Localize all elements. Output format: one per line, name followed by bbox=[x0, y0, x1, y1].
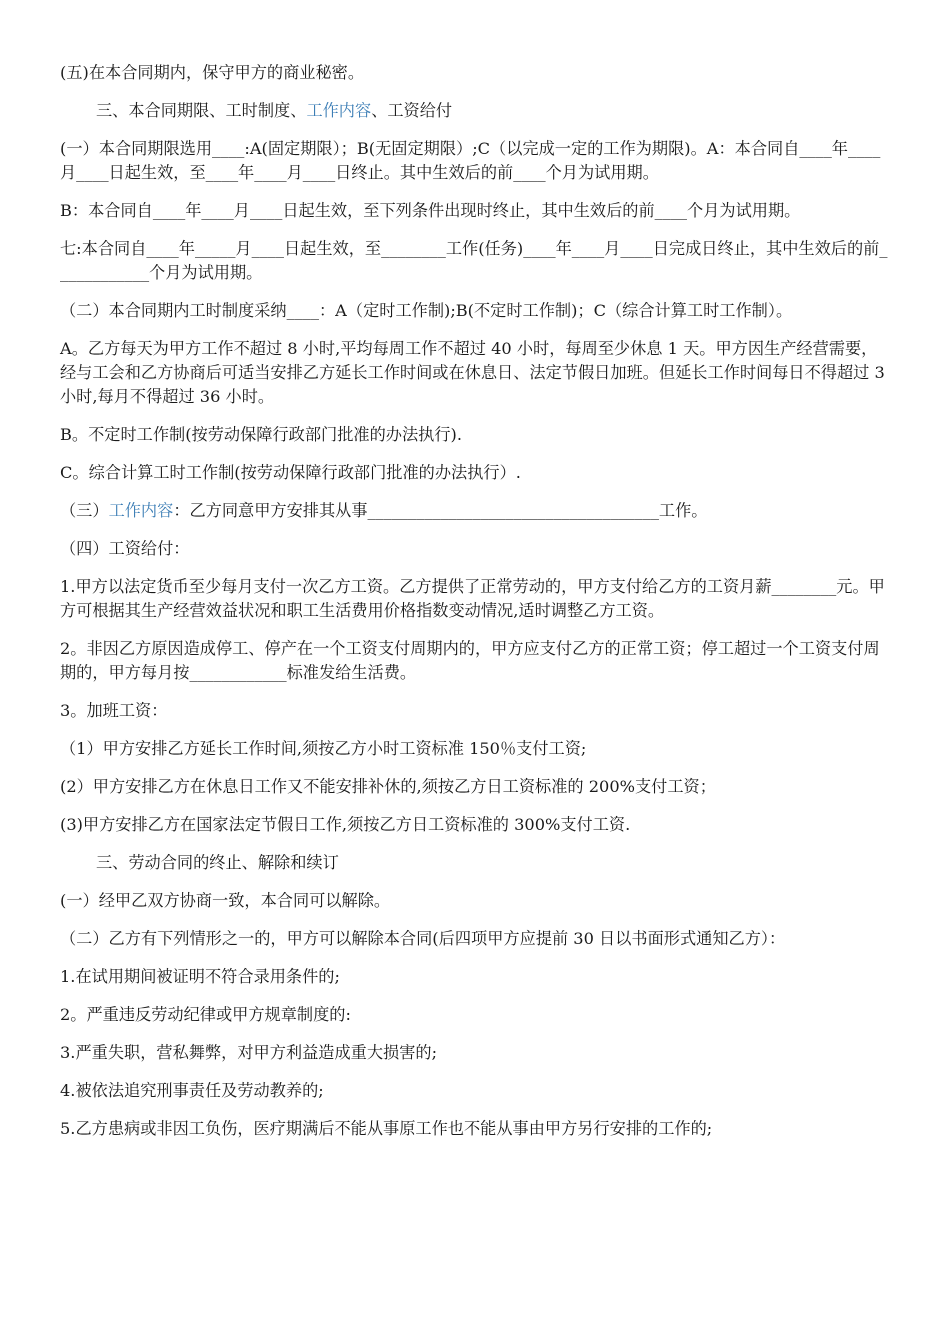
paragraph bbox=[60, 1117, 890, 1141]
paragraph-text: B：本合同自____年____月____日起生效，至下列条件出现时终止，其中生效后的前____个月为试用期。 bbox=[60, 201, 801, 220]
paragraph-text: 2。非因乙方原因造成停工、停产在一个工资支付周期内的，甲方应支付乙方的正常工资；停工超过一个工资支付周期的，甲方每月按____________标准发给生活费。 bbox=[60, 639, 880, 682]
paragraph-text: （二）本合同期内工时制度采纳____：A（定时工作制);B(不定时工作制)；C（综合计算工时工作制）。 bbox=[60, 301, 793, 320]
paragraph bbox=[60, 1041, 890, 1065]
paragraph bbox=[60, 299, 890, 323]
paragraph-text: (一）经甲乙双方协商一致，本合同可以解除。 bbox=[60, 891, 391, 910]
paragraph bbox=[60, 775, 890, 799]
paragraph bbox=[60, 61, 890, 85]
paragraph bbox=[60, 637, 890, 685]
section-heading bbox=[60, 99, 890, 123]
paragraph-text: 4.被依法追究刑事责任及劳动教养的; bbox=[60, 1081, 324, 1100]
paragraph-text: 、工资给付 bbox=[371, 101, 453, 120]
paragraph bbox=[60, 575, 890, 623]
paragraph-text: (五)在本合同期内，保守甲方的商业秘密。 bbox=[60, 63, 365, 82]
paragraph-text: C。综合计算工时工作制(按劳动保障行政部门批准的办法执行）. bbox=[60, 463, 521, 482]
paragraph-text: 1.甲方以法定货币至少每月支付一次乙方工资。乙方提供了正常劳动的，甲方支付给乙方的工资月薪________元。甲方可根据其生产经营效益状况和职工生活费用价格指数变动情况,适时调整乙方工资。 bbox=[60, 577, 885, 620]
paragraph-text: 三、劳动合同的终止、解除和续订 bbox=[96, 853, 339, 872]
paragraph bbox=[60, 499, 890, 523]
paragraph-text: (一）本合同期限选用____:A(固定期限）；B(无固定期限）;C（以完成一定的工作为期限)。A：本合同自____年____月____日起生效，至____年____月____日终止。其中生效后的前____个月为试用期。 bbox=[60, 139, 881, 182]
paragraph-text: 5.乙方患病或非因工负伤，医疗期满后不能从事原工作也不能从事由甲方另行安排的工作的; bbox=[60, 1119, 713, 1138]
paragraph-text: 3。加班工资： bbox=[60, 701, 168, 720]
paragraph bbox=[60, 927, 890, 951]
paragraph-text: B。不定时工作制(按劳动保障行政部门批准的办法执行). bbox=[60, 425, 462, 444]
paragraph bbox=[60, 423, 890, 447]
paragraph-text: （1）甲方安排乙方延长工作时间,须按乙方小时工资标准 150％支付工资; bbox=[60, 739, 587, 758]
paragraph-text: 2。严重违反劳动纪律或甲方规章制度的: bbox=[60, 1005, 351, 1024]
paragraph bbox=[60, 699, 890, 723]
paragraph bbox=[60, 965, 890, 989]
section-heading bbox=[60, 851, 890, 875]
paragraph-text: (3)甲方安排乙方在国家法定节假日工作,须按乙方日工资标准的 300%支付工资. bbox=[60, 815, 631, 834]
paragraph-text: 三、本合同期限、工时制度、 bbox=[96, 101, 307, 120]
paragraph-text: （四）工资给付： bbox=[60, 539, 190, 558]
paragraph-text: 七:本合同自____年_____月____日起生效，至________工作(任务)____年____月____日完成日终止，其中生效后的前____________个月为试用期。 bbox=[60, 239, 888, 282]
paragraph bbox=[60, 537, 890, 561]
paragraph bbox=[60, 1003, 890, 1027]
paragraph bbox=[60, 737, 890, 761]
paragraph bbox=[60, 889, 890, 913]
paragraph-text: ：乙方同意甲方安排其从事____________________________________工作。 bbox=[173, 501, 708, 520]
paragraph bbox=[60, 199, 890, 223]
paragraph-text: 1.在试用期间被证明不符合录用条件的; bbox=[60, 967, 340, 986]
paragraph bbox=[60, 461, 890, 485]
paragraph-text: （三） bbox=[60, 501, 109, 520]
paragraph bbox=[60, 813, 890, 837]
paragraph bbox=[60, 1079, 890, 1103]
paragraph bbox=[60, 337, 890, 409]
paragraph-text: 3.严重失职，营私舞弊，对甲方利益造成重大损害的; bbox=[60, 1043, 438, 1062]
document-body bbox=[60, 61, 890, 1141]
paragraph-text: （二）乙方有下列情形之一的，甲方可以解除本合同(后四项甲方应提前 30 日以书面形式通知乙方）： bbox=[60, 929, 786, 948]
paragraph bbox=[60, 237, 890, 285]
link-work-content[interactable]: 工作内容 bbox=[108, 501, 174, 520]
paragraph bbox=[60, 137, 890, 185]
paragraph-text: (2）甲方安排乙方在休息日工作又不能安排补休的,须按乙方日工资标准的 200%支付工资； bbox=[60, 777, 716, 796]
paragraph-text: A。乙方每天为甲方工作不超过 8 小时,平均每周工作不超过 40 小时，每周至少休息 1 天。甲方因生产经营需要，经与工会和乙方协商后可适当安排乙方延长工作时间或在休息日、法定节假日加班。但延长工作时间每日不得超过 3 小时,每月不得超过 36 小时。 bbox=[60, 339, 885, 406]
link-work-content[interactable]: 工作内容 bbox=[306, 101, 372, 120]
